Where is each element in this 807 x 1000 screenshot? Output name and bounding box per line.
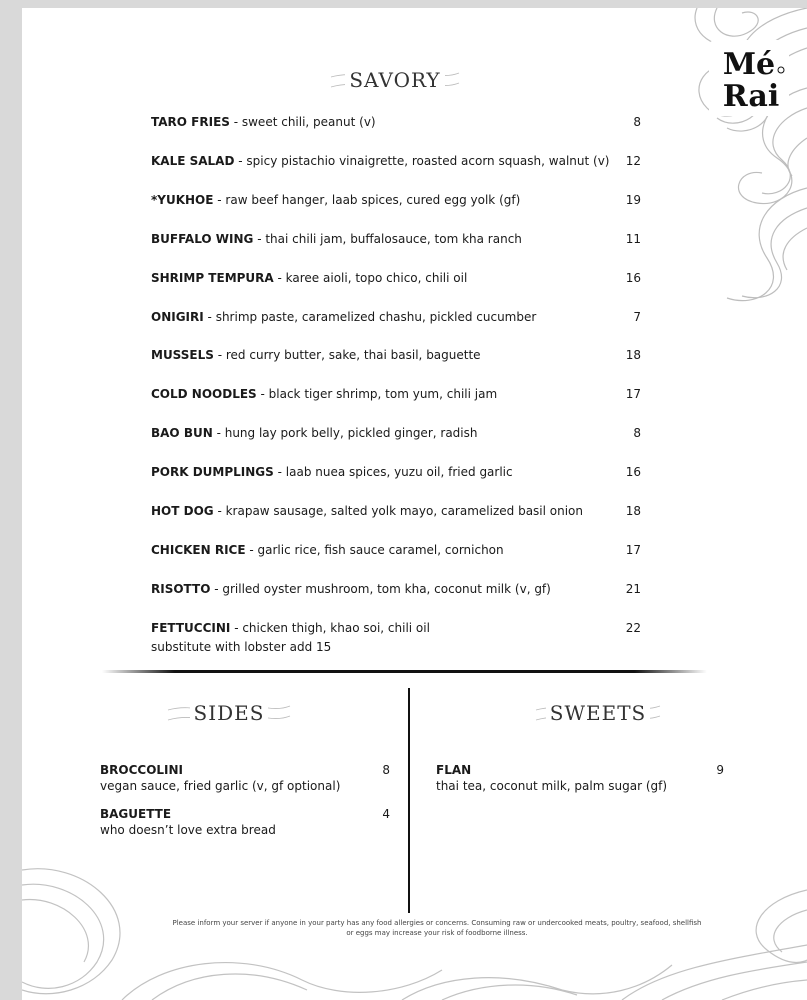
item-price: 16 (625, 270, 641, 285)
item-name: FETTUCCINI (151, 620, 231, 635)
menu-item (151, 541, 641, 560)
item-description: vegan sauce, fried garlic (v, gf optional) (100, 779, 341, 793)
menu-item (151, 502, 641, 521)
item-description: - krapaw sausage, salted yolk mayo, caramelized basil onion (213, 504, 584, 518)
item-name: *YUKHOE (151, 192, 214, 207)
item-name: PORK DUMPLINGS (151, 465, 274, 480)
menu-item (436, 762, 724, 794)
item-name: RISOTTO (151, 581, 211, 596)
item-description: - shrimp paste, caramelized chashu, pickled cucumber (203, 309, 537, 324)
restaurant-logo (709, 40, 789, 116)
svg-text:Rai: Rai (722, 79, 780, 114)
item-description: - garlic rice, fish sauce caramel, cornichon (245, 542, 504, 557)
item-name: HOT DOG (151, 504, 214, 518)
menu-item (151, 580, 641, 599)
sweets-heading: SWEETS (534, 698, 662, 728)
menu-item (151, 619, 641, 657)
item-description: who doesn’t love extra bread (100, 823, 276, 837)
item-price: 4 (382, 807, 390, 821)
item-price: 22 (625, 620, 641, 635)
menu-item (100, 762, 390, 794)
item-description: thai tea, coconut milk, palm sugar (gf) (436, 779, 668, 793)
savory-heading: SAVORY (329, 65, 461, 95)
section-divider (102, 670, 707, 673)
item-name: ONIGIRI (151, 309, 204, 324)
menu-item (100, 806, 390, 838)
menu-item (151, 230, 641, 249)
item-name: MUSSELS (151, 348, 214, 363)
item-name: FLAN (436, 763, 472, 777)
item-price: 18 (625, 504, 641, 518)
item-name: KALE SALAD (151, 153, 235, 168)
item-description: - black tiger shrimp, tom yum, chili jam (256, 387, 498, 402)
item-price: 11 (625, 231, 641, 246)
item-description: - red curry butter, sake, thai basil, baguette (213, 348, 481, 363)
sides-heading: SIDES (166, 698, 292, 728)
menu-item (151, 463, 641, 482)
item-description: - grilled oyster mushroom, tom kha, coconut milk (v, gf) (210, 581, 551, 596)
menu-item (151, 385, 641, 404)
item-price: 19 (625, 192, 641, 207)
item-price: 16 (625, 465, 641, 480)
menu-item (151, 424, 641, 443)
item-description: - laab nuea spices, yuzu oil, fried garlic (273, 465, 513, 480)
allergy-disclaimer: Please inform your server if anyone in your party has any food allergies or concerns. Consuming raw or undercooked meats, poultry, seafood, shellfish or eggs may increase your risk of foodborne illness. (172, 919, 702, 937)
item-description: - chicken thigh, khao soi, chili oil (230, 620, 430, 635)
item-name: SHRIMP TEMPURA (151, 270, 274, 285)
column-divider (408, 688, 410, 913)
item-price: 8 (633, 426, 641, 441)
item-price: 17 (625, 542, 641, 557)
item-price: 12 (625, 153, 641, 168)
item-name: COLD NOODLES (151, 387, 257, 402)
item-price: 7 (633, 309, 641, 324)
item-description: - thai chili jam, buffalosauce, tom kha ranch (253, 231, 522, 246)
item-price: 21 (625, 581, 641, 596)
menu-item (151, 152, 641, 171)
menu-item (151, 191, 641, 210)
item-description: - sweet chili, peanut (v) (229, 115, 376, 129)
item-name: BROCCOLINI (100, 763, 184, 777)
item-price: 9 (716, 763, 724, 777)
item-name: CHICKEN RICE (151, 542, 246, 557)
item-description: - raw beef hanger, laab spices, cured egg yolk (gf) (213, 192, 521, 207)
svg-text:Mé: Mé (722, 47, 776, 82)
item-name: BAGUETTE (100, 807, 172, 821)
item-description: - hung lay pork belly, pickled ginger, radish (212, 426, 478, 441)
item-price: 8 (382, 763, 390, 777)
item-price: 17 (625, 387, 641, 402)
menu-item (151, 346, 641, 365)
menu-item (151, 308, 641, 327)
item-name: TARO FRIES (151, 115, 230, 129)
menu-item (151, 113, 641, 132)
menu-item (151, 269, 641, 288)
item-name: BUFFALO WING (151, 231, 254, 246)
item-price: 18 (625, 348, 641, 363)
item-description: - karee aioli, topo chico, chili oil (273, 270, 468, 285)
item-note: substitute with lobster add 15 (151, 639, 332, 654)
menu-page (22, 8, 807, 1000)
item-description: - spicy pistachio vinaigrette, roasted acorn squash, walnut (v) (234, 153, 610, 168)
item-name: BAO BUN (151, 426, 213, 441)
item-price: 8 (633, 115, 641, 129)
